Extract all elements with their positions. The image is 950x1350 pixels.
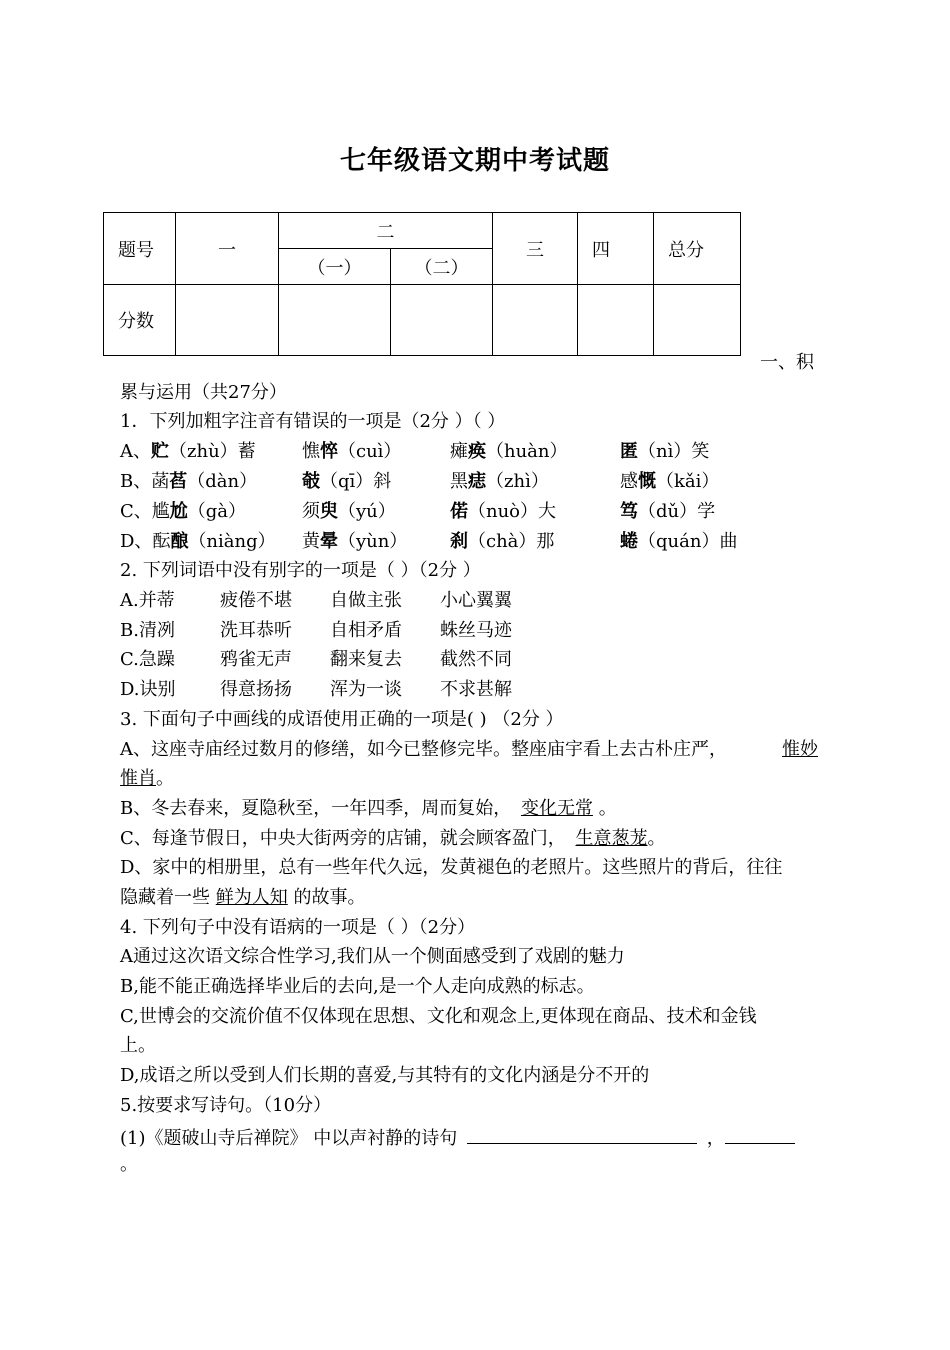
question-4-option-d: D,成语之所以受到人们长期的喜爱,与其特有的文化内涵是分不开的 — [120, 1065, 650, 1086]
answer-blank[interactable] — [725, 1121, 795, 1144]
question-1-stem: 1．下列加粗字注音有错误的一项是（2分 ）（ ） — [120, 411, 506, 432]
option-text: 憔 — [302, 441, 320, 462]
option-text: D、酝 — [120, 531, 171, 552]
question-1-row-d — [120, 527, 840, 557]
option-text: A、 — [120, 441, 151, 462]
bold-char: 萏 — [169, 471, 188, 492]
item-text: (1)《题破山寺后禅院》 中以声衬静的诗句 — [120, 1128, 458, 1149]
pinyin: （chà）那 — [468, 531, 555, 552]
bold-char: 酿 — [170, 531, 189, 552]
table-col-total: 总分 — [654, 213, 741, 285]
score-cell[interactable] — [654, 285, 741, 356]
bold-char: 痣 — [468, 471, 486, 492]
pinyin: （yùn） — [338, 531, 408, 552]
pinyin: （dǔ）学 — [638, 501, 716, 522]
table-col-2-sub-2: （二） — [391, 249, 493, 285]
question-2-row-d — [120, 675, 840, 705]
pinyin: （dàn） — [187, 471, 258, 492]
option-text: 瘫 — [450, 441, 468, 462]
word: 自相矛盾 — [330, 620, 402, 641]
option-text: C、每逢节假日，中央大街两旁的店铺，就会顾客盈门， — [120, 828, 566, 849]
table-header-label: 题号 — [104, 213, 176, 285]
underlined-idiom: 生意葱茏 — [575, 828, 648, 849]
bold-char: 慨 — [638, 471, 656, 492]
pinyin: （yú） — [338, 501, 396, 522]
bold-char: 尬 — [169, 501, 188, 522]
option-text: 。 — [156, 768, 174, 789]
page-title: 七年级语文期中考试题 — [339, 146, 610, 176]
option-text: C、尴 — [120, 501, 170, 522]
question-5-item-1 — [120, 1121, 795, 1151]
question-5-item-1-end: 。 — [120, 1154, 138, 1175]
word: 鸦雀无声 — [220, 649, 292, 670]
question-3-option-c — [120, 824, 666, 854]
word: 小心翼翼 — [440, 590, 512, 611]
bold-char: 晕 — [320, 531, 338, 552]
question-4-option-a: A通过这次语文综合性学习,我们从一个侧面感受到了戏剧的魅力 — [120, 946, 625, 967]
question-3-option-d: D、家中的相册里，总有一些年代久远，发黄褪色的老照片。这些照片的背后，往往 — [120, 857, 783, 878]
question-3-option-a-cont — [120, 764, 174, 794]
answer-blank[interactable] — [467, 1121, 697, 1144]
option-text: 须 — [302, 501, 320, 522]
pinyin: （kǎi） — [656, 471, 720, 492]
bold-char: 刹 — [450, 531, 468, 552]
word: A.并蒂 — [120, 590, 175, 611]
word: 洗耳恭听 — [220, 620, 292, 641]
bold-char: 臾 — [320, 501, 338, 522]
option-text: 。 — [647, 828, 666, 849]
pinyin: （nuò）大 — [468, 501, 557, 522]
question-4-option-b: B,能不能正确选择毕业后的去向,是一个人走向成熟的标志。 — [120, 976, 595, 997]
section-heading-part2: 累与运用（共27分） — [120, 382, 287, 403]
score-cell[interactable] — [493, 285, 578, 356]
option-text: A、这座寺庙经过数月的修缮，如今已整修完毕。整座庙宇看上去古朴庄严， — [120, 739, 727, 760]
question-3-stem: 3. 下面句子中画线的成语使用正确的一项是( ) （2分 ） — [120, 709, 564, 730]
bold-char: 悴 — [320, 441, 338, 462]
underlined-idiom: 变化无常 — [520, 798, 593, 819]
bold-char: 蜷 — [620, 531, 638, 552]
bold-char: 攲 — [302, 471, 320, 492]
word: C.急躁 — [120, 649, 175, 670]
pinyin: （zhì） — [486, 471, 549, 492]
pinyin: （qī）斜 — [320, 471, 392, 492]
pinyin: （nì）笑 — [638, 441, 710, 462]
question-5-stem: 5.按要求写诗句。（10分） — [120, 1095, 332, 1116]
pinyin: （cuì） — [338, 441, 402, 462]
word: 不求甚解 — [440, 679, 512, 700]
bold-char: 痪 — [468, 441, 486, 462]
word: 蛛丝马迹 — [440, 620, 512, 641]
option-text: 的故事。 — [287, 887, 366, 908]
option-text: 隐藏着一些 — [120, 887, 210, 908]
word: B.清冽 — [120, 620, 175, 641]
bold-char: 笃 — [620, 501, 638, 522]
question-2-row-b — [120, 616, 840, 646]
word: 得意扬扬 — [220, 679, 292, 700]
question-4-option-c-cont: 上。 — [120, 1035, 156, 1056]
question-4-stem: 4. 下列句子中没有语病的一项是（ ）（2分） — [120, 917, 476, 938]
word: 翻来复去 — [330, 649, 402, 670]
question-3-option-a — [120, 735, 818, 765]
option-text: 黄 — [302, 531, 320, 552]
question-2-row-c — [120, 645, 840, 675]
question-3-option-d-cont — [120, 883, 365, 913]
table-col-4: 四 — [578, 213, 654, 285]
table-col-3: 三 — [493, 213, 578, 285]
option-text: B、冬去春来，夏隐秋至，一年四季，周而复始， — [120, 798, 512, 819]
bold-char: 贮 — [151, 441, 169, 462]
score-cell[interactable] — [391, 285, 493, 356]
table-row-label: 分数 — [104, 285, 176, 356]
score-table — [103, 212, 741, 356]
underlined-idiom: 惟妙 — [782, 739, 818, 760]
option-text: 感 — [620, 471, 638, 492]
question-2-row-a — [120, 586, 840, 616]
section-heading-part1: 一、积 — [760, 352, 814, 373]
score-cell[interactable] — [176, 285, 279, 356]
bold-char: 偌 — [450, 501, 468, 522]
table-col-2-sub-1: （一） — [279, 249, 391, 285]
pinyin: （niàng） — [188, 531, 276, 552]
word: 自做主张 — [330, 590, 402, 611]
bold-char: 匿 — [620, 441, 638, 462]
pinyin: （zhù）蓄 — [169, 441, 256, 462]
underlined-idiom: 鲜为人知 — [215, 887, 288, 908]
question-1-row-b — [120, 467, 840, 497]
word: 截然不同 — [440, 649, 512, 670]
option-text: 。 — [598, 798, 617, 819]
question-3-option-b — [120, 794, 617, 824]
word: 浑为一谈 — [330, 679, 402, 700]
score-cell[interactable] — [578, 285, 654, 356]
question-2-stem: 2. 下列词语中没有别字的一项是（ ）（2分 ） — [120, 560, 481, 581]
option-text: 黑 — [450, 471, 468, 492]
pinyin: （quán）曲 — [638, 531, 738, 552]
punctuation: ， — [706, 1128, 725, 1149]
question-4-option-c: C,世博会的交流价值不仅体现在思想、文化和观念上,更体现在商品、技术和金钱 — [120, 1006, 757, 1027]
pinyin: （gà） — [187, 501, 247, 522]
question-1-row-a — [120, 437, 840, 467]
underlined-idiom: 惟肖 — [120, 768, 156, 789]
option-text: B、菡 — [120, 471, 170, 492]
pinyin: （huàn） — [486, 441, 568, 462]
score-cell[interactable] — [279, 285, 391, 356]
table-col-2: 二 — [279, 213, 493, 249]
word: D.诀别 — [120, 679, 176, 700]
word: 疲倦不堪 — [220, 590, 292, 611]
table-col-1: 一 — [176, 213, 279, 285]
question-1-row-c — [120, 497, 840, 527]
